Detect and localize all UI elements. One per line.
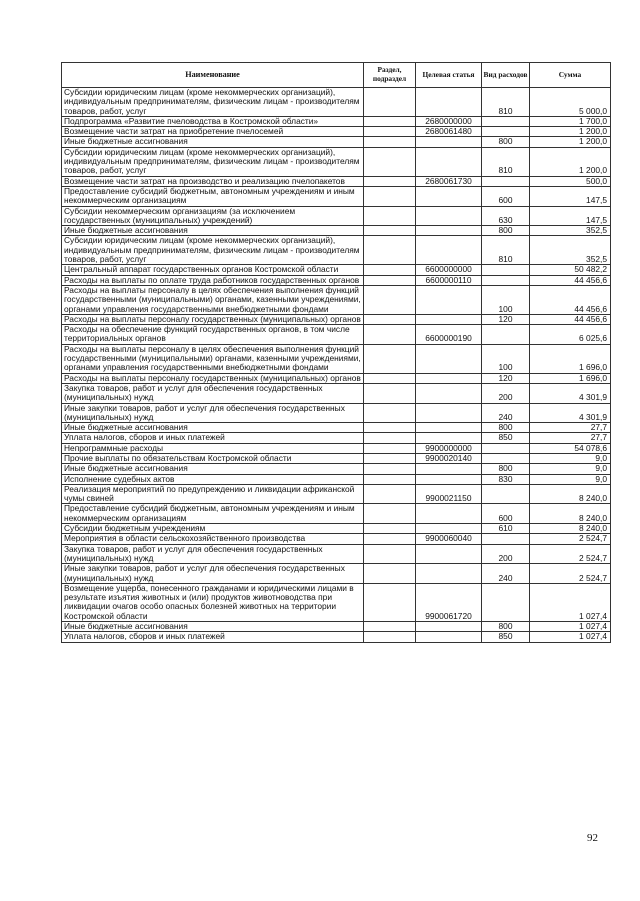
cell-section xyxy=(364,403,416,423)
cell-target xyxy=(416,632,482,642)
cell-sum: 2 524,7 xyxy=(530,544,611,564)
cell-kind xyxy=(482,176,530,186)
cell-section xyxy=(364,622,416,632)
cell-name: Прочие выплаты по обязательствам Костромской области xyxy=(62,453,364,463)
cell-name: Субсидии юридическим лицам (кроме некоммерческих организаций), индивидуальным предпринимателям, физическим лицам - производителям товаров, работ, услуг xyxy=(62,236,364,265)
cell-target xyxy=(416,137,482,147)
cell-section xyxy=(364,373,416,383)
table-row xyxy=(62,186,611,206)
cell-target xyxy=(416,186,482,206)
cell-kind: 120 xyxy=(482,314,530,324)
table-row xyxy=(62,383,611,403)
cell-kind xyxy=(482,453,530,463)
cell-sum: 44 456,6 xyxy=(530,285,611,314)
cell-target xyxy=(416,226,482,236)
cell-name: Возмещение части затрат на приобретение пчелосемей xyxy=(62,127,364,137)
cell-name: Расходы на выплаты по оплате труда работников государственных органов xyxy=(62,275,364,285)
table-row xyxy=(62,88,611,117)
cell-name: Субсидии юридическим лицам (кроме некоммерческих организаций), индивидуальным предпринимателям, физическим лицам - производителям товаров, работ, услуг xyxy=(62,147,364,176)
table-header-row xyxy=(62,63,611,88)
table-row xyxy=(62,504,611,524)
cell-name: Субсидии юридическим лицам (кроме некоммерческих организаций), индивидуальным предпринимателям, физическим лицам - производителям товаров, работ, услуг xyxy=(62,88,364,117)
cell-kind: 200 xyxy=(482,383,530,403)
table-row xyxy=(62,423,611,433)
table-row xyxy=(62,433,611,443)
header-name: Наименование xyxy=(62,63,364,88)
cell-sum: 44 456,6 xyxy=(530,275,611,285)
cell-target xyxy=(416,423,482,433)
cell-section xyxy=(364,433,416,443)
cell-name: Закупка товаров, работ и услуг для обеспечения государственных (муниципальных) нужд xyxy=(62,383,364,403)
cell-sum: 500,0 xyxy=(530,176,611,186)
cell-name: Закупка товаров, работ и услуг для обеспечения государственных (муниципальных) нужд xyxy=(62,544,364,564)
cell-target: 9900000000 xyxy=(416,443,482,453)
cell-sum: 1 200,0 xyxy=(530,127,611,137)
cell-kind: 830 xyxy=(482,474,530,484)
cell-sum: 8 240,0 xyxy=(530,504,611,524)
cell-sum: 50 482,2 xyxy=(530,265,611,275)
cell-section xyxy=(364,116,416,126)
cell-sum: 1 200,0 xyxy=(530,147,611,176)
cell-name: Иные бюджетные ассигнования xyxy=(62,622,364,632)
cell-section xyxy=(364,206,416,226)
cell-kind: 800 xyxy=(482,423,530,433)
cell-name: Мероприятия в области сельскохозяйственного производства xyxy=(62,534,364,544)
cell-name: Расходы на обеспечение функций государственных органов, в том числе территориальных органов xyxy=(62,325,364,345)
cell-kind xyxy=(482,325,530,345)
table-row xyxy=(62,524,611,534)
cell-target xyxy=(416,464,482,474)
cell-target xyxy=(416,383,482,403)
cell-kind: 100 xyxy=(482,285,530,314)
cell-target xyxy=(416,474,482,484)
cell-sum: 9,0 xyxy=(530,474,611,484)
table-row xyxy=(62,544,611,564)
cell-target xyxy=(416,147,482,176)
cell-sum: 1 696,0 xyxy=(530,344,611,373)
cell-target: 9900060040 xyxy=(416,534,482,544)
header-target: Целевая статья xyxy=(416,63,482,88)
cell-kind: 850 xyxy=(482,632,530,642)
cell-kind: 600 xyxy=(482,504,530,524)
table-row xyxy=(62,236,611,265)
cell-name: Иные закупки товаров, работ и услуг для обеспечения государственных (муниципальных) нужд xyxy=(62,403,364,423)
cell-name: Расходы на выплаты персоналу государственных (муниципальных) органов xyxy=(62,314,364,324)
cell-name: Иные бюджетные ассигнования xyxy=(62,464,364,474)
cell-target xyxy=(416,433,482,443)
cell-target xyxy=(416,373,482,383)
cell-kind xyxy=(482,127,530,137)
cell-kind: 800 xyxy=(482,137,530,147)
cell-kind: 610 xyxy=(482,524,530,534)
cell-target xyxy=(416,314,482,324)
cell-section xyxy=(364,176,416,186)
cell-kind: 810 xyxy=(482,88,530,117)
cell-name: Центральный аппарат государственных органов Костромской области xyxy=(62,265,364,275)
cell-section xyxy=(364,226,416,236)
table-row xyxy=(62,564,611,584)
cell-kind: 630 xyxy=(482,206,530,226)
cell-section xyxy=(364,344,416,373)
cell-section xyxy=(364,484,416,504)
cell-section xyxy=(364,236,416,265)
cell-name: Иные бюджетные ассигнования xyxy=(62,423,364,433)
cell-name: Предоставление субсидий бюджетным, автономным учреждениям и иным некоммерческим организациям xyxy=(62,504,364,524)
budget-table xyxy=(61,62,611,643)
table-row xyxy=(62,583,611,621)
cell-sum: 1 200,0 xyxy=(530,137,611,147)
cell-sum: 1 027,4 xyxy=(530,622,611,632)
cell-section xyxy=(364,314,416,324)
cell-section xyxy=(364,127,416,137)
cell-target xyxy=(416,504,482,524)
cell-sum: 6 025,6 xyxy=(530,325,611,345)
cell-name: Уплата налогов, сборов и иных платежей xyxy=(62,632,364,642)
table-row xyxy=(62,285,611,314)
cell-target xyxy=(416,622,482,632)
cell-kind: 850 xyxy=(482,433,530,443)
cell-section xyxy=(364,137,416,147)
cell-sum: 352,5 xyxy=(530,236,611,265)
cell-kind xyxy=(482,583,530,621)
table-row xyxy=(62,632,611,642)
table-row xyxy=(62,474,611,484)
cell-kind xyxy=(482,534,530,544)
cell-kind: 240 xyxy=(482,403,530,423)
cell-section xyxy=(364,464,416,474)
table-row xyxy=(62,344,611,373)
cell-kind: 810 xyxy=(482,147,530,176)
cell-section xyxy=(364,544,416,564)
table-row xyxy=(62,206,611,226)
cell-sum: 9,0 xyxy=(530,453,611,463)
cell-section xyxy=(364,275,416,285)
table-row xyxy=(62,464,611,474)
table-row xyxy=(62,453,611,463)
cell-section xyxy=(364,423,416,433)
cell-section xyxy=(364,325,416,345)
cell-name: Уплата налогов, сборов и иных платежей xyxy=(62,433,364,443)
cell-name: Расходы на выплаты персоналу в целях обеспечения выполнения функций государственными (муниципальными) органами, казенными учреждениями, органами управления государственными внебюджетными фондами xyxy=(62,285,364,314)
cell-section xyxy=(364,88,416,117)
cell-sum: 2 524,7 xyxy=(530,564,611,584)
cell-kind xyxy=(482,484,530,504)
cell-kind: 810 xyxy=(482,236,530,265)
table-row xyxy=(62,534,611,544)
cell-section xyxy=(364,443,416,453)
cell-kind: 100 xyxy=(482,344,530,373)
table-row xyxy=(62,325,611,345)
cell-name: Исполнение судебных актов xyxy=(62,474,364,484)
header-kind: Вид расходов xyxy=(482,63,530,88)
cell-section xyxy=(364,583,416,621)
header-section: Раздел, подраздел xyxy=(364,63,416,88)
cell-name: Субсидии бюджетным учреждениям xyxy=(62,524,364,534)
table-row xyxy=(62,116,611,126)
cell-kind: 800 xyxy=(482,622,530,632)
cell-sum: 1 027,4 xyxy=(530,583,611,621)
page-number: 92 xyxy=(587,832,598,844)
cell-sum: 8 240,0 xyxy=(530,524,611,534)
cell-sum: 147,5 xyxy=(530,206,611,226)
cell-name: Расходы на выплаты персоналу государственных (муниципальных) органов xyxy=(62,373,364,383)
cell-target: 9900061720 xyxy=(416,583,482,621)
table-body xyxy=(62,88,611,643)
cell-section xyxy=(364,632,416,642)
table-row xyxy=(62,403,611,423)
cell-section xyxy=(364,147,416,176)
cell-name: Иные бюджетные ассигнования xyxy=(62,226,364,236)
cell-kind: 800 xyxy=(482,226,530,236)
table-row xyxy=(62,484,611,504)
cell-target xyxy=(416,206,482,226)
cell-kind: 240 xyxy=(482,564,530,584)
cell-kind xyxy=(482,265,530,275)
table-row xyxy=(62,137,611,147)
cell-kind: 120 xyxy=(482,373,530,383)
cell-name: Реализация мероприятий по предупреждению и ликвидации африканской чумы свиней xyxy=(62,484,364,504)
cell-target: 6600000000 xyxy=(416,265,482,275)
table-row xyxy=(62,443,611,453)
cell-kind xyxy=(482,275,530,285)
cell-target xyxy=(416,236,482,265)
cell-name: Возмещение части затрат на производство и реализацию пчелопакетов xyxy=(62,176,364,186)
cell-target: 2680061730 xyxy=(416,176,482,186)
cell-name: Иные закупки товаров, работ и услуг для обеспечения государственных (муниципальных) нужд xyxy=(62,564,364,584)
cell-target xyxy=(416,285,482,314)
cell-section xyxy=(364,453,416,463)
cell-name: Предоставление субсидий бюджетным, автономным учреждениям и иным некоммерческим организациям xyxy=(62,186,364,206)
cell-target xyxy=(416,544,482,564)
cell-sum: 4 301,9 xyxy=(530,403,611,423)
cell-name: Иные бюджетные ассигнования xyxy=(62,137,364,147)
cell-sum: 27,7 xyxy=(530,423,611,433)
cell-target: 9900021150 xyxy=(416,484,482,504)
cell-section xyxy=(364,186,416,206)
cell-target: 2680061480 xyxy=(416,127,482,137)
table-row xyxy=(62,265,611,275)
cell-target: 6600000110 xyxy=(416,275,482,285)
table-row xyxy=(62,226,611,236)
cell-name: Расходы на выплаты персоналу в целях обеспечения выполнения функций государственными (муниципальными) органами, казенными учреждениями, органами управления государственными внебюджетными фондами xyxy=(62,344,364,373)
header-sum: Сумма xyxy=(530,63,611,88)
cell-target xyxy=(416,564,482,584)
table-row xyxy=(62,314,611,324)
cell-target xyxy=(416,88,482,117)
table-row xyxy=(62,127,611,137)
cell-sum: 1 700,0 xyxy=(530,116,611,126)
cell-target xyxy=(416,403,482,423)
cell-name: Субсидии некоммерческим организациям (за исключением государственных (муниципальных) учреждений) xyxy=(62,206,364,226)
cell-kind: 600 xyxy=(482,186,530,206)
cell-section xyxy=(364,504,416,524)
cell-sum: 4 301,9 xyxy=(530,383,611,403)
cell-sum: 27,7 xyxy=(530,433,611,443)
cell-sum: 54 078,6 xyxy=(530,443,611,453)
table-row xyxy=(62,275,611,285)
table-row xyxy=(62,147,611,176)
cell-sum: 9,0 xyxy=(530,464,611,474)
cell-section xyxy=(364,383,416,403)
cell-section xyxy=(364,534,416,544)
cell-target: 9900020140 xyxy=(416,453,482,463)
cell-name: Возмещение ущерба, понесенного гражданами и юридическими лицами в результате изъятия животных и (или) продуктов животноводства при ликвидации очагов особо опасных болезней животных на территории Костромской области xyxy=(62,583,364,621)
cell-section xyxy=(364,285,416,314)
cell-target xyxy=(416,344,482,373)
table-row xyxy=(62,622,611,632)
cell-target xyxy=(416,524,482,534)
cell-sum: 352,5 xyxy=(530,226,611,236)
cell-kind xyxy=(482,443,530,453)
cell-section xyxy=(364,265,416,275)
cell-target: 6600000190 xyxy=(416,325,482,345)
cell-section xyxy=(364,564,416,584)
cell-section xyxy=(364,524,416,534)
cell-target: 2680000000 xyxy=(416,116,482,126)
cell-kind xyxy=(482,116,530,126)
cell-sum: 147,5 xyxy=(530,186,611,206)
cell-sum: 1 696,0 xyxy=(530,373,611,383)
cell-sum: 44 456,6 xyxy=(530,314,611,324)
cell-kind: 800 xyxy=(482,464,530,474)
table-row xyxy=(62,176,611,186)
cell-name: Подпрограмма «Развитие пчеловодства в Костромской области» xyxy=(62,116,364,126)
cell-section xyxy=(364,474,416,484)
cell-sum: 8 240,0 xyxy=(530,484,611,504)
cell-sum: 2 524,7 xyxy=(530,534,611,544)
cell-sum: 1 027,4 xyxy=(530,632,611,642)
table-row xyxy=(62,373,611,383)
cell-name: Непрограммные расходы xyxy=(62,443,364,453)
cell-kind: 200 xyxy=(482,544,530,564)
cell-sum: 5 000,0 xyxy=(530,88,611,117)
